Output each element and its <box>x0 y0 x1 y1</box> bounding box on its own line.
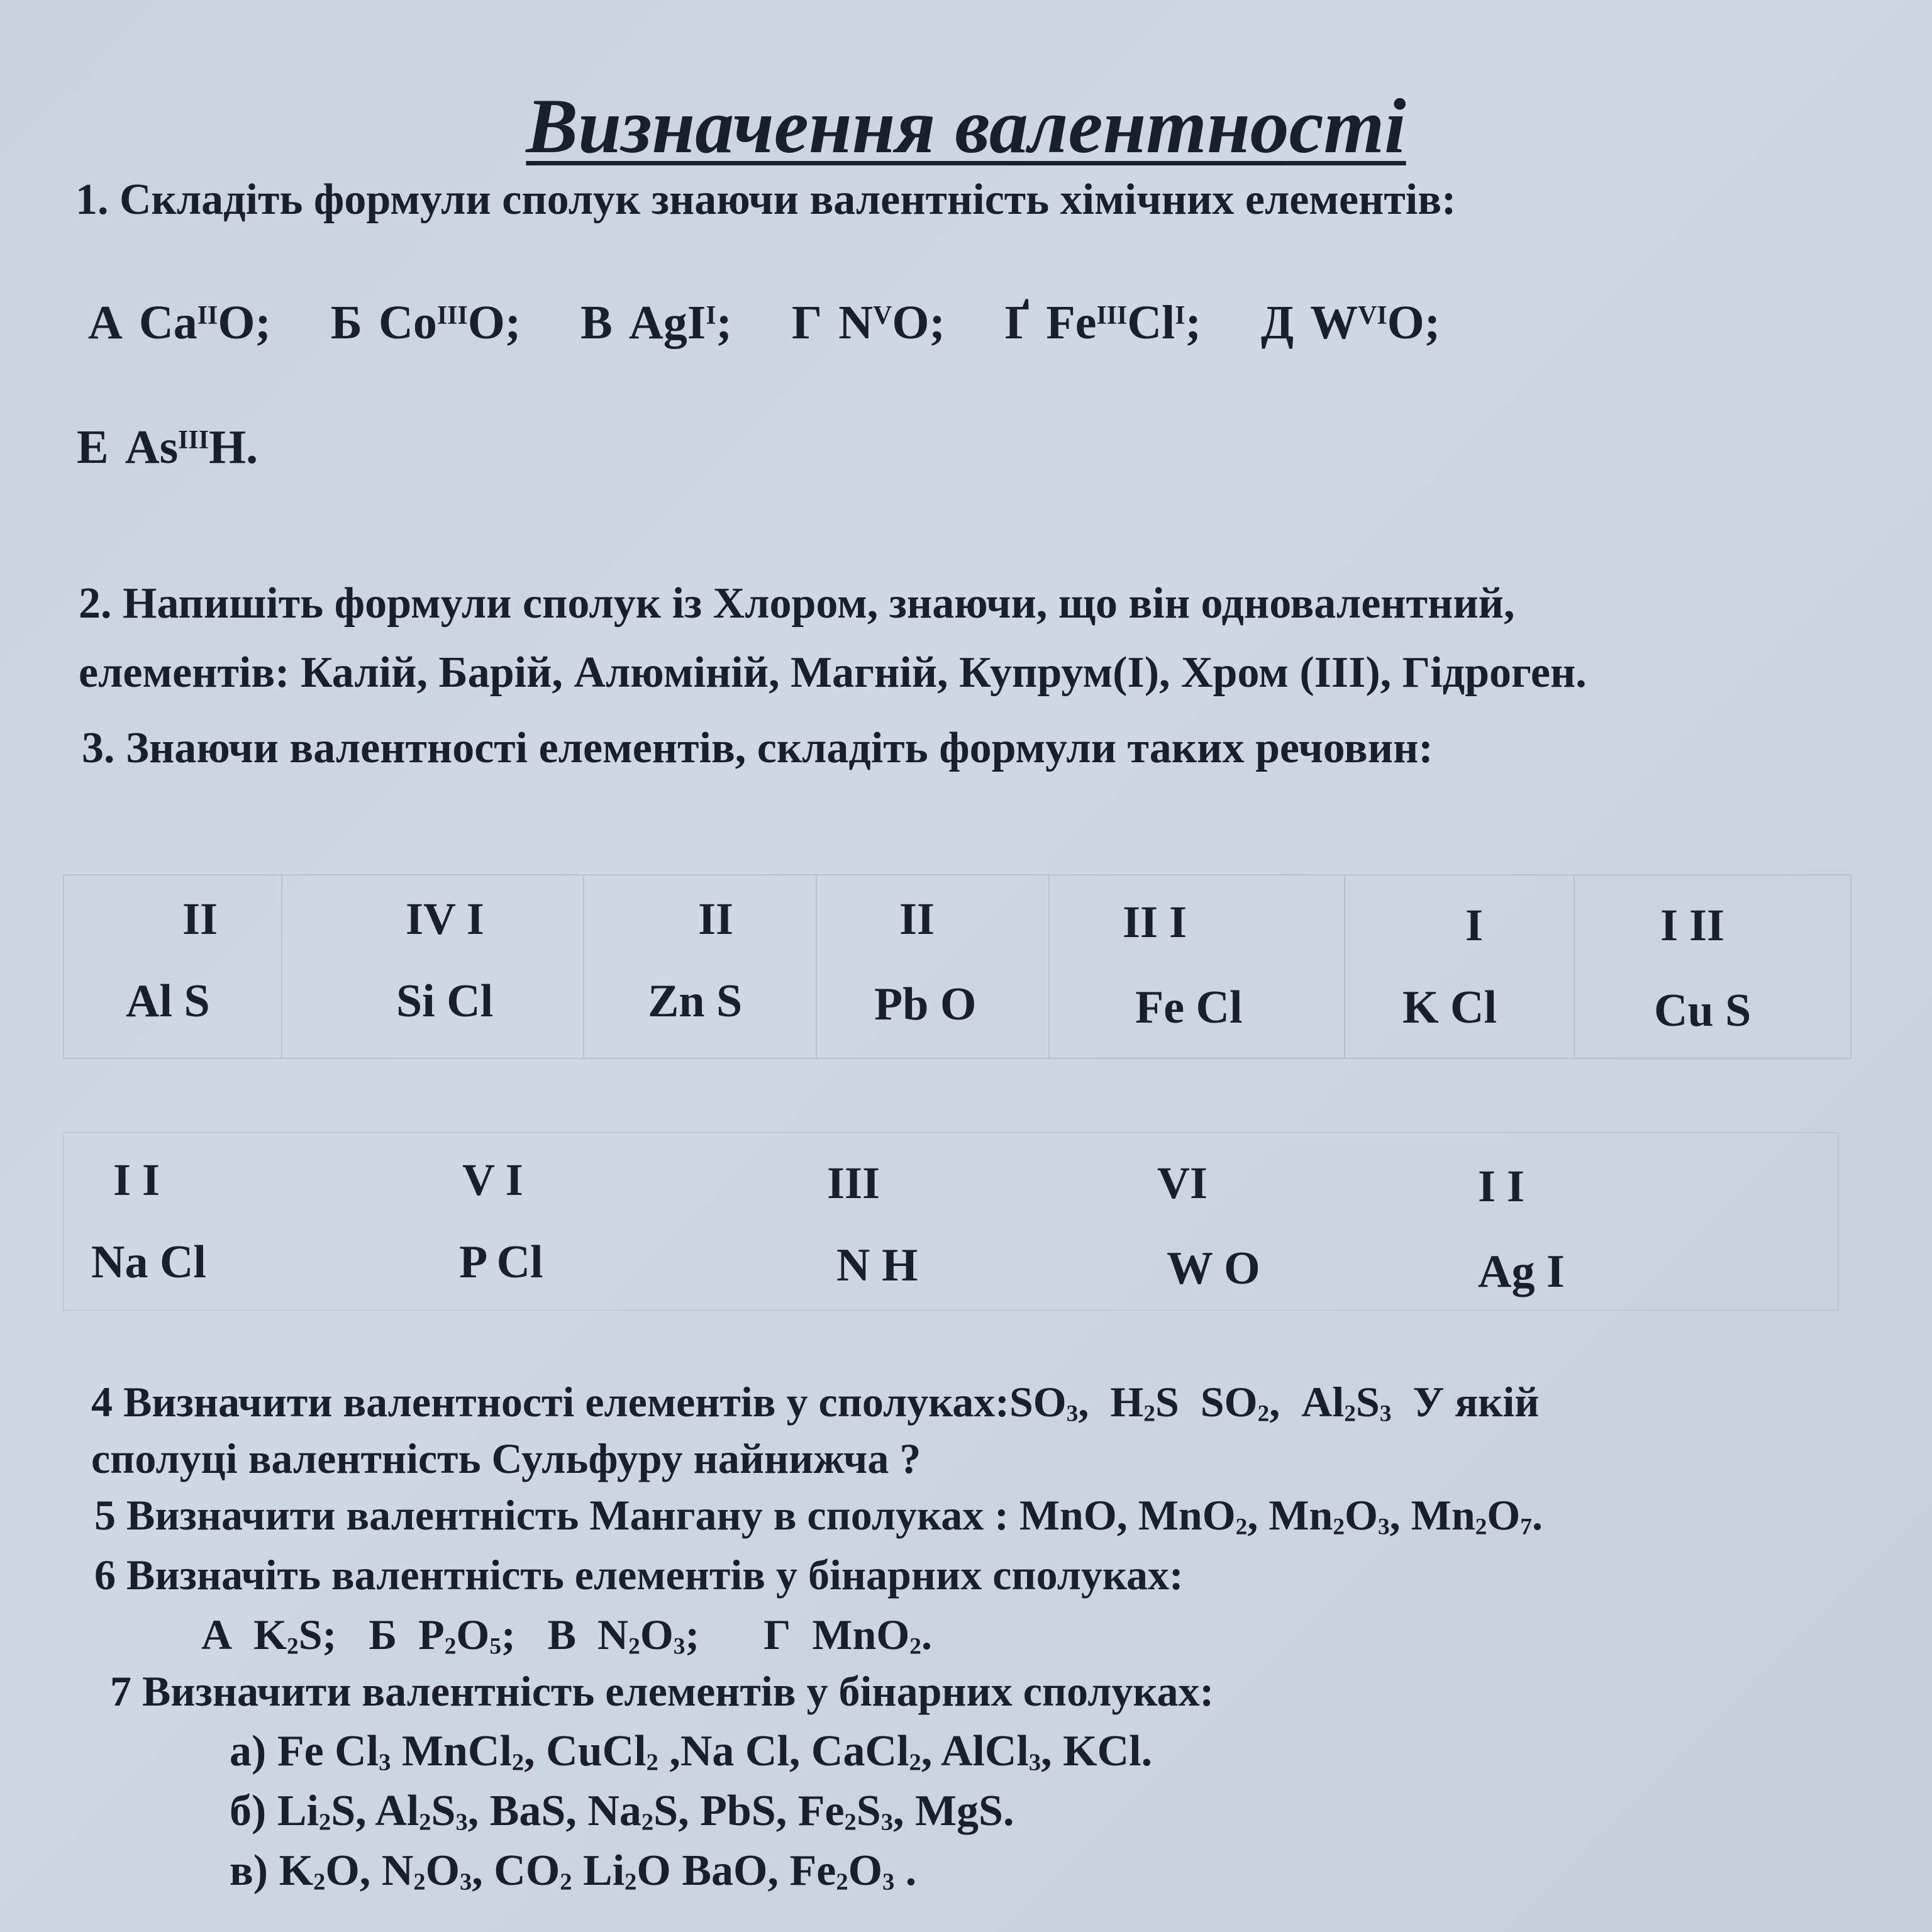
r1-compound: Pb O <box>874 979 977 1030</box>
question-7-c: в) $K_2O$, $N_2O_3$, $CO_2$ $Li_2O$ BaO, $Fe_2O_3$ . <box>230 1846 917 1896</box>
r1-compound: Fe Cl <box>1135 982 1243 1033</box>
question-2-line-2: елементів: Калій, Барій, Алюміній, Магній, Купрум(I), Хром (III), Гідроген. <box>79 648 1587 697</box>
r1-valence: II <box>182 894 218 944</box>
question-4-line-1: 4 Визначити валентності елементів у $сполуках:SO_3$, $H_2S$ $SO_2$, $Al_2S_3$ У якій <box>91 1378 1540 1427</box>
r1-compound: Cu S <box>1654 985 1752 1036</box>
q1-item-e: Е $As^{III}H$. <box>77 421 258 474</box>
q1-item-b: Б $Co^{III}O$; <box>330 296 521 349</box>
r1-valence: I II <box>1660 900 1725 950</box>
r2-compound: Na Cl <box>91 1236 206 1288</box>
r2-valence: III <box>827 1158 880 1208</box>
r1-compound: Al S <box>126 975 210 1027</box>
question-2-line-1: 2. Напишіть формули сполук із Хлором, знаючи, що він одновалентний, <box>79 579 1515 628</box>
r1-valence: I <box>1465 900 1484 950</box>
question-7-a: а) Fe $Cl_3$ MnCl$_2$, CuCl$_2$ ,Na Cl, CaCl$_2$, AlCl$_3$, KCl. <box>230 1727 1153 1776</box>
r2-compound: N H <box>836 1240 918 1291</box>
r1-compound: Zn S <box>648 975 743 1027</box>
question-4-line-2: сполуці валентність Сульфуру найнижча ? <box>91 1435 921 1482</box>
question-1: 1. Складіть формули сполук знаючи валентність хімічних елементів: <box>75 175 1457 224</box>
r2-compound: Ag I <box>1478 1246 1565 1297</box>
r2-compound: P Cl <box>459 1236 543 1288</box>
question-7: 7 Визначити валентність елементів у бінарних сполуках: <box>110 1667 1214 1715</box>
q1-item-ge: Ґ $Fe^{III}Cl^I$; <box>1004 296 1201 349</box>
r1-compound: K Cl <box>1402 982 1497 1033</box>
q1-item-g: Г $N^VO$; <box>791 296 945 349</box>
question-6: 6 Визначіть валентність елементів у бінарних сполуках: <box>94 1551 1184 1599</box>
q1-item-v: В AgI$^I$; <box>580 296 732 349</box>
r1-valence: II <box>698 894 734 944</box>
q1-item-a: А $Ca^{II}O$; <box>88 296 271 349</box>
q1-item-d: Д $W^{VI}O$; <box>1260 296 1441 349</box>
valence-table-row-2 <box>63 1132 1839 1311</box>
r2-valence: I I <box>113 1155 160 1205</box>
page-title: Визначення валентності <box>526 83 1406 169</box>
r1-valence: IV I <box>406 894 484 944</box>
question-6-items: А $K_2S$; Б $P_2O_5$; В $N_2O_3$; Г MnO$_2$. <box>201 1611 932 1660</box>
question-5: 5 Визначити валентність Мангану в сполуках : MnO, MnO$_2$, $Mn_2O_3$, $Mn_2O_7$. <box>94 1491 1543 1540</box>
r1-valence: II <box>899 894 935 944</box>
question-3: 3. Знаючи валентності елементів, складіть формули таких речовин: <box>82 724 1433 772</box>
r1-compound: Si Cl <box>396 975 494 1027</box>
question-7-b: б) $Li_2S$, $Al_2S_3$, BaS, $Na_2S$, PbS, $Fe_2S_3$, MgS. <box>230 1787 1014 1836</box>
q1-items-row <box>88 296 1484 350</box>
r2-valence: VI <box>1157 1158 1208 1208</box>
r2-valence: V I <box>462 1155 523 1205</box>
r1-valence: II I <box>1123 897 1187 947</box>
r2-compound: W O <box>1167 1243 1260 1294</box>
r2-valence: I I <box>1478 1161 1525 1211</box>
